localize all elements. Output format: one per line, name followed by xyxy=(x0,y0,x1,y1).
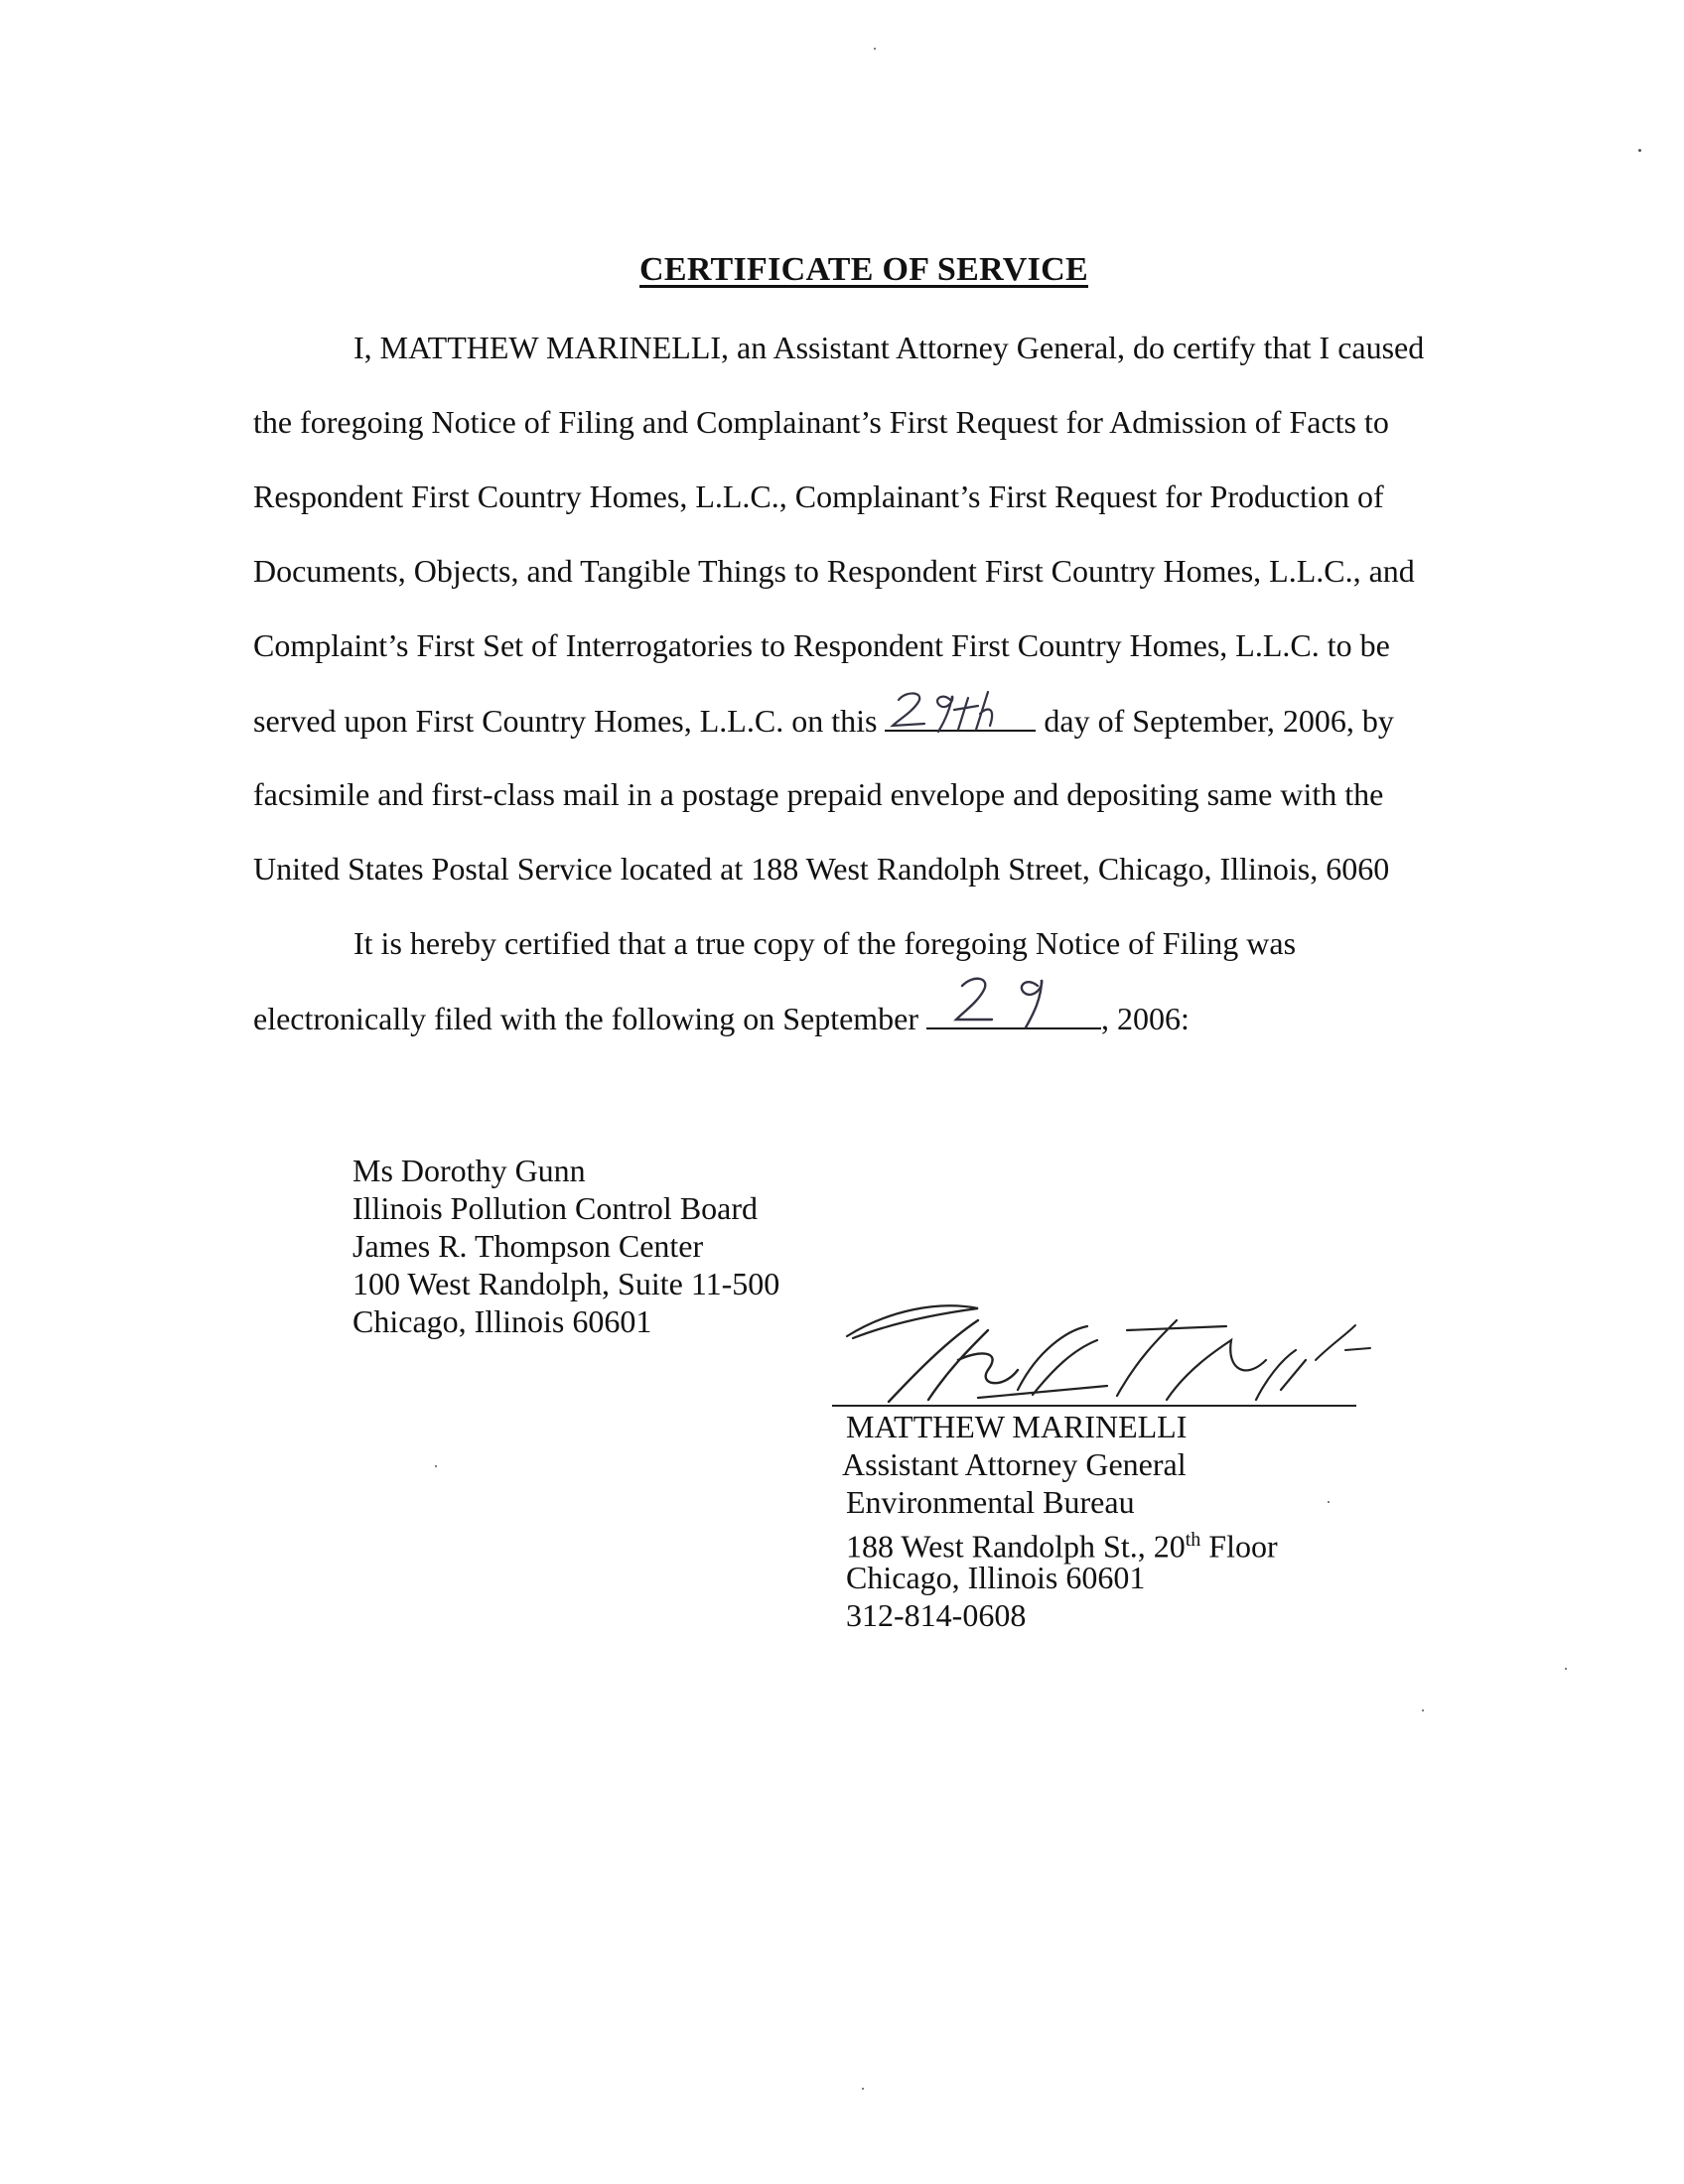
scan-speck xyxy=(435,1465,437,1467)
signer-street-sup: th xyxy=(1185,1529,1201,1551)
paragraph1-line7: facsimile and first-class mail in a postage prepaid envelope and depositing same with the xyxy=(253,776,1384,812)
signer-address xyxy=(846,1408,1187,1445)
recipient-name: Ms Dorothy Gunn xyxy=(352,1153,586,1188)
signature-line xyxy=(832,1405,1356,1407)
service-day-blank xyxy=(885,700,1036,732)
handwritten-filing-day xyxy=(926,972,1101,1031)
service-text-before: served upon First Country Homes, L.L.C. on this xyxy=(253,703,878,739)
paragraph1-line6 xyxy=(253,700,1394,741)
scan-speck xyxy=(862,2088,864,2090)
filing-day-blank xyxy=(926,998,1101,1029)
signer-street-before: 188 West Randolph St., 20 xyxy=(846,1528,1186,1565)
signer-city: Chicago, Illinois 60601 xyxy=(846,1560,1146,1595)
recipient-street: 100 West Randolph, Suite 11-500 xyxy=(352,1266,780,1301)
service-text-after: day of September, 2006, by xyxy=(1044,703,1394,739)
signer-details xyxy=(842,1445,1278,1634)
paragraph1-line3: Respondent First Country Homes, L.L.C., Complainant’s First Request for Production of xyxy=(253,478,1384,514)
scan-speck xyxy=(1328,1501,1330,1503)
recipient-building: James R. Thompson Center xyxy=(352,1228,704,1264)
handwritten-service-day xyxy=(885,686,1036,734)
scan-speck xyxy=(1638,149,1641,152)
filing-text-after: , 2006: xyxy=(1101,1001,1190,1036)
document-title: CERTIFICATE OF SERVICE xyxy=(639,251,1088,288)
paragraph1-line5: Complaint’s First Set of Interrogatories to Respondent First Country Homes, L.L.C. to be xyxy=(253,627,1390,663)
recipient-org: Illinois Pollution Control Board xyxy=(352,1190,759,1226)
signer-street-after: Floor xyxy=(1200,1528,1278,1565)
signer-phone: 312-814-0608 xyxy=(846,1597,1027,1633)
scan-speck xyxy=(1565,1668,1567,1670)
scan-speck xyxy=(1422,1709,1424,1711)
signer-title: Assistant Attorney General xyxy=(842,1446,1187,1482)
paragraph1-line4: Documents, Objects, and Tangible Things to Respondent First Country Homes, L.L.C., and xyxy=(253,553,1415,589)
recipient-city: Chicago, Illinois 60601 xyxy=(352,1303,652,1339)
recipient-address xyxy=(352,1152,779,1340)
filing-text-before: electronically filed with the following on September xyxy=(253,1001,919,1036)
paragraph2-line2 xyxy=(253,998,1190,1038)
scan-speck xyxy=(874,48,876,50)
paragraph1-line1: I, MATTHEW MARINELLI, an Assistant Attorney General, do certify that I caused xyxy=(353,330,1425,365)
signer-bureau: Environmental Bureau xyxy=(846,1484,1135,1520)
paragraph1-line8: United States Postal Service located at 188 West Randolph Street, Chicago, Illinois, 6060 xyxy=(253,851,1390,887)
paragraph1-line2: the foregoing Notice of Filing and Complainant’s First Request for Admission of Facts to xyxy=(253,404,1389,440)
paragraph2-line1: It is hereby certified that a true copy of the foregoing Notice of Filing was xyxy=(353,925,1297,961)
signer-name: MATTHEW MARINELLI xyxy=(846,1409,1188,1444)
signer-street xyxy=(842,1521,1278,1565)
